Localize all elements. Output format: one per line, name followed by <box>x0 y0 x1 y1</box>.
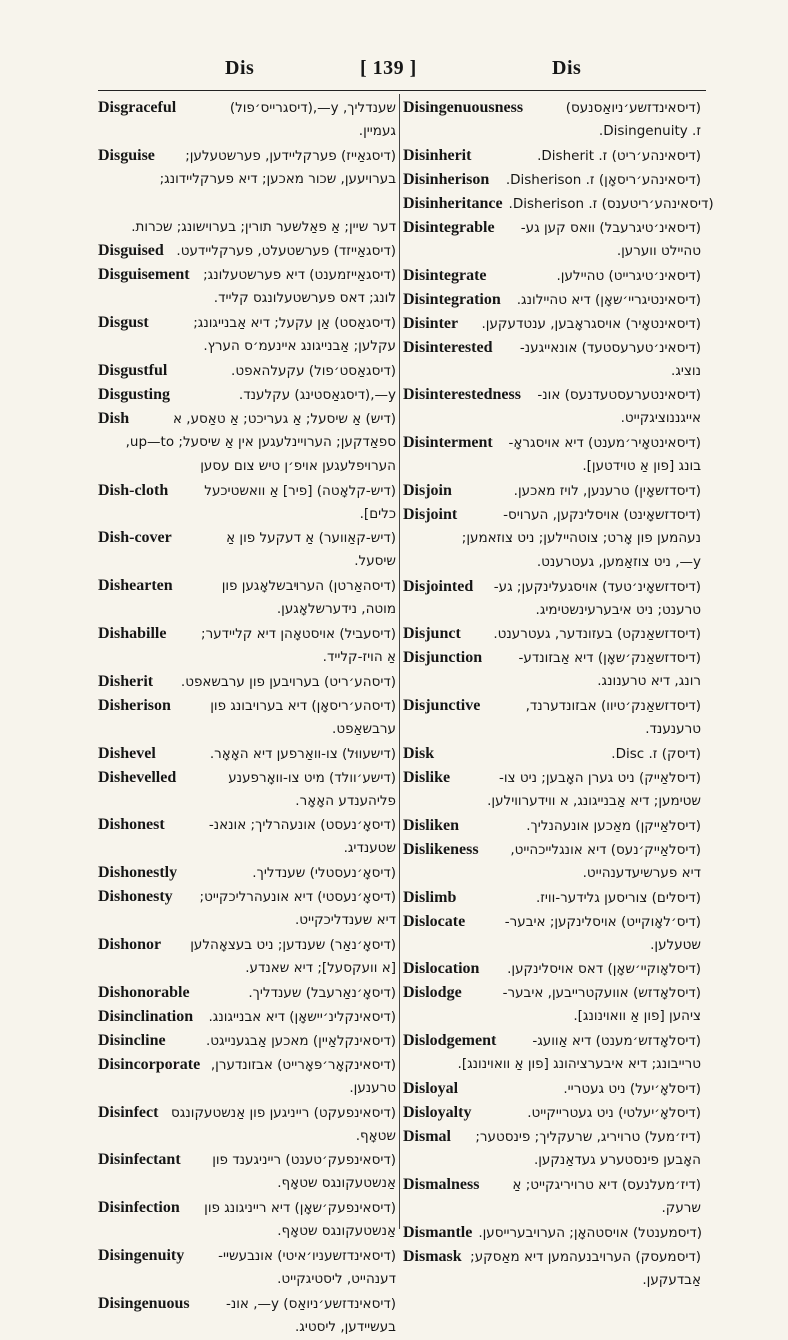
entry-first-line <box>403 96 701 120</box>
entry-first-line <box>98 742 396 766</box>
dictionary-entry <box>98 144 396 192</box>
dictionary-entry <box>403 886 701 910</box>
dictionary-entry <box>403 216 701 264</box>
definition: (דיסאָ׳נעסט) אונעהרליך; אונאנ- <box>208 817 396 834</box>
entry-first-line <box>98 263 396 287</box>
dictionary-entry <box>98 1196 396 1244</box>
entry-first-line <box>403 383 701 407</box>
definition-continuation: בעשיידען, ליסטיג. <box>294 1318 396 1335</box>
entry-first-line <box>403 312 701 336</box>
right-column <box>403 96 714 1292</box>
definition-continuation: דיא שענדליכקייט. <box>295 912 396 929</box>
entry-first-line <box>403 1245 701 1269</box>
definition-continuation: שרעק. <box>661 1199 701 1216</box>
dictionary-entry <box>403 431 701 479</box>
entry-first-line <box>98 383 396 407</box>
dictionary-entry <box>403 1173 701 1221</box>
definition: (דיסאינטיגריי׳שאָן) דיא טהיילונג. <box>516 291 701 308</box>
headword: Disinterment <box>403 434 493 452</box>
definition: (דיז׳מעל) טרויריג, שרעקליך; פינסטער; <box>475 1128 701 1145</box>
dictionary-entry <box>98 383 396 407</box>
headword: Disinherison <box>403 170 490 188</box>
headword: Disgraceful <box>98 99 177 116</box>
headword: Disinclination <box>98 1007 194 1025</box>
dictionary-entry <box>403 957 701 981</box>
definition-continuation: [א וועקסעל]; דיא שאנדע. <box>245 959 396 976</box>
definition: (דיסהע׳ריסאָן) דיא בערויבונג פון <box>210 697 396 714</box>
entry-first-line <box>98 1101 396 1125</box>
definition-continuation: געמיין. <box>358 123 396 139</box>
entry-first-line <box>403 957 701 981</box>
definition: (דיסדזשאַנקט) בעזונדער, געטרענט. <box>493 626 701 643</box>
entry-first-line <box>98 694 396 718</box>
headword: Disloyal <box>403 1079 459 1097</box>
definition: (דיסאינקלאַיין) מאכען אַבגענייגט. <box>205 1032 396 1049</box>
entry-first-line <box>98 981 396 1005</box>
definition-continuation: פליהענדע האָאָר. <box>295 792 396 809</box>
dictionary-entry <box>98 694 396 742</box>
definition: (דיס׳לאָוקייט) אויסלינקען; איבער- <box>504 913 701 930</box>
headword: Disincorporate <box>98 1055 201 1073</box>
headword: Dishonesty <box>98 888 173 906</box>
headword: Disjoint <box>403 505 458 523</box>
definition-continuation: שטעלען. <box>650 936 701 953</box>
entry-first-line <box>98 526 396 550</box>
headword: Disguised <box>98 242 164 260</box>
definition-continuation: אייגננוציגקייט. <box>620 410 701 427</box>
definition: (דיסאינהע׳ריטענס) ז. Disherison. <box>508 195 714 212</box>
definition-continuation: אַנשטעקונגס שטאָף. <box>277 1175 396 1192</box>
entry-first-line <box>98 479 396 503</box>
definition: (דישע׳וולד) מיט צו-וואָרפענע <box>228 769 396 786</box>
headword: Dishearten <box>98 577 173 595</box>
left-guide-word: Dis <box>225 57 255 79</box>
entry-first-line <box>98 144 396 168</box>
definition: (דיסעביל) אויסטאָהן דיא קליידער; <box>201 625 396 642</box>
definition: (דיסלאַייקן) מאַכען אונעהנליך. <box>526 817 701 834</box>
definition: (דיסלאַייק) ניט גערן האָבען; ניט צו- <box>498 769 701 786</box>
dictionary-entry <box>98 813 396 861</box>
dictionary-entry <box>403 1245 701 1293</box>
entry-first-line <box>403 622 701 646</box>
definition: (דיסאינהע׳ריסאָן) ז. Disherison. <box>505 171 701 188</box>
dictionary-entry <box>403 192 714 216</box>
headword: Disjointed <box>403 577 474 595</box>
dictionary-entry <box>403 312 701 336</box>
definition-continuation: האָבען פינסטערע געדאַנקען. <box>533 1151 701 1168</box>
definition: (דיסאָ׳נעסטלי) שענדליך. <box>252 865 396 882</box>
definition-continuation: דער שיין; אַ פאַלשער תורין; בערוישונג; שכרות. <box>131 218 396 235</box>
dictionary-entry <box>403 288 701 312</box>
definition-continuation: דיא פערשיעדענהייט. <box>582 864 701 881</box>
definition: (דיסאינדזשע׳ניואַסנעס) <box>565 100 701 116</box>
headword: Disguise <box>98 146 155 164</box>
definition-continuation: כלים]. <box>359 505 396 522</box>
definition: (דיסדזשאָין) טרענען, לויז מאכען. <box>513 482 701 499</box>
entry-first-line <box>98 239 396 263</box>
entry-first-line <box>98 1244 396 1268</box>
entry-first-line <box>98 885 396 909</box>
definition: (דיסאינדזשעניו׳איטי) אונבעשיי- <box>218 1247 396 1264</box>
headword: Disintegrable <box>403 218 495 236</box>
headword: Dishonestly <box>98 864 178 882</box>
page-number: [ 139 ] <box>360 57 417 79</box>
headword: Disinfectant <box>98 1151 181 1169</box>
headword: Dish <box>98 409 130 427</box>
column-divider <box>399 94 400 1229</box>
headword: Disjunct <box>403 625 461 643</box>
headword: Dislike <box>403 768 451 786</box>
definition: (דיסאָ׳נאַר) שענדען; ניט בעצאָהלען <box>190 936 396 953</box>
definition: (דיסאינטאָיר) אויסגראָבען, ענטדעקען. <box>481 315 701 332</box>
dictionary-entry <box>403 1077 701 1101</box>
definition: (דיסגאַסט) אַן עקעל; דיא אַבנייגונג; <box>193 315 396 332</box>
definition-continuation: טרענען. <box>349 1079 396 1096</box>
dictionary-entry <box>98 1292 396 1340</box>
dictionary-entry <box>98 311 396 359</box>
headword: Dismalness <box>403 1175 480 1193</box>
page-header <box>0 0 788 92</box>
definition: (דיסאָ׳נעסטי) דיא אונעהרליכקייט; <box>199 889 396 906</box>
definition: שענדליך, y—,(דיסגרייס׳פול) <box>229 100 396 116</box>
dictionary-entry <box>98 1244 396 1292</box>
entry-first-line <box>403 1077 701 1101</box>
definition: (דיסאינטאָיר׳מענט) דיא אויסגראָ- <box>508 435 701 452</box>
headword: Dislocation <box>403 960 480 978</box>
definition-continuation: y—, ניט צוזאַמען, געטרענט. <box>536 553 701 570</box>
entry-first-line <box>98 813 396 837</box>
definition-continuation: ז. Disingenuity. <box>598 123 701 139</box>
definition: (דיסאינ׳טערעסטעד) אונאייגענ- <box>519 339 701 356</box>
definition-continuation: דענהייט, ליסטיגקייט. <box>277 1270 396 1287</box>
headword: Disgust <box>98 314 149 332</box>
definition: (דיסמעסק) הערויבנעהמען דיא מאַסקע; <box>470 1248 701 1265</box>
definition: (דיסאינטערעסטעדנעס) אונ- <box>537 387 701 404</box>
definition-continuation: טרייבונג; דיא איבערציהונג [פון אַ וואוינונג]. <box>457 1056 701 1073</box>
headword: Disliken <box>403 816 460 834</box>
entry-first-line <box>403 766 701 790</box>
dictionary-entry <box>403 96 701 144</box>
dictionary-entry <box>403 144 701 168</box>
headword: Disinterested <box>403 338 493 356</box>
entry-first-line <box>403 838 701 862</box>
definition-continuation: ציהען [פון אַ וואוינונג]. <box>573 1008 701 1025</box>
definition-continuation: לונג; דאס פערשטעלונגס קלייד. <box>213 290 396 307</box>
headword: Disguisement <box>98 266 190 284</box>
definition: (דיסק) ז. Disc. <box>611 745 701 762</box>
headword: Dishonorable <box>98 983 190 1001</box>
entry-first-line <box>403 886 701 910</box>
definition-continuation: בערויעען, שכור מאכען; דיא פערקליידונג; <box>159 170 396 187</box>
headword: Disherit <box>98 672 154 690</box>
headword: Dismantle <box>403 1223 473 1241</box>
dictionary-entry <box>403 766 701 814</box>
headword: Dish-cloth <box>98 481 169 499</box>
entry-first-line <box>403 144 701 168</box>
dictionary-entry <box>98 359 396 383</box>
definition: (דיסאינקאָר׳פּאָרייט) אבזונדערן, <box>210 1056 396 1073</box>
entry-first-line <box>403 694 701 718</box>
dictionary-entry <box>98 479 396 527</box>
definition: (דיסאינהע׳ריט) ז. Disherit. <box>537 147 701 164</box>
right-guide-word: Dis <box>552 57 582 79</box>
entry-first-line <box>98 1292 396 1316</box>
definition: (דיסלאָ׳יעלטי) ניט געטרייקייט. <box>527 1104 701 1121</box>
entry-first-line <box>98 1005 396 1029</box>
definition: (דיסלאָ׳יעל) ניט געטריי. <box>563 1080 701 1097</box>
entry-first-line <box>98 1053 396 1077</box>
dictionary-entry <box>98 192 396 240</box>
definition: (דיסאינ׳טיגרייט) טהיילען. <box>556 267 701 284</box>
definition: (דיסאינפעק׳שאָן) דיא רייניגונג פון <box>204 1200 396 1217</box>
dictionary-entry <box>403 383 701 431</box>
dictionary-entry <box>98 1053 396 1101</box>
entry-first-line <box>403 216 701 240</box>
definition: (דיסאינדזשע׳ניואַס) y—, אונ- <box>225 1295 396 1312</box>
dictionary-entry <box>98 742 396 766</box>
headword: Disjunction <box>403 649 483 667</box>
headword: Disherison <box>98 696 171 714</box>
headword: Dishevel <box>98 744 156 762</box>
headword: Disingenuousness <box>403 99 524 116</box>
entry-first-line <box>98 1029 396 1053</box>
entry-first-line <box>98 192 396 216</box>
definition: (דיסאָ׳נאַרעבל) שענדליך. <box>248 984 396 1001</box>
dictionary-entry <box>98 670 396 694</box>
definition: (דיז׳מעלנעס) דיא טרויריגקייט; אַ <box>512 1176 701 1193</box>
definition-continuation: אַבדעקען. <box>642 1271 701 1288</box>
headword: Disinter <box>403 314 459 332</box>
entry-first-line <box>98 96 396 120</box>
definition: (דיש-קלאָטה) [פיר] אַ וואשטיכעל <box>204 482 396 499</box>
definition: (דיסאינקלינ׳יישאָן) דיא אבנייגונג. <box>208 1008 396 1025</box>
headword: Dislodgement <box>403 1032 497 1050</box>
entry-first-line <box>98 359 396 383</box>
entry-first-line <box>98 407 396 431</box>
entry-first-line <box>403 1029 701 1053</box>
definition: (דיסלאָדזש) אוועקטרייבען, איבער- <box>502 985 701 1002</box>
entry-first-line <box>403 192 714 216</box>
definition-continuation: נוציג. <box>671 362 701 379</box>
headword: Disk <box>403 744 435 762</box>
headword: Dislikeness <box>403 840 479 858</box>
headword: Disincline <box>98 1031 166 1049</box>
dictionary-entry <box>98 96 396 144</box>
entry-first-line <box>403 288 701 312</box>
entry-first-line <box>403 981 701 1005</box>
entry-first-line <box>98 766 396 790</box>
definition: (דישעווּל) צו-וואַרפען דיא האָאָר. <box>209 745 396 762</box>
dictionary-entry <box>98 622 396 670</box>
definition: (דיסגאַייז) פערקליידען, פערשטעלען; <box>185 147 396 164</box>
header-rule <box>98 90 706 91</box>
headword: Dishevelled <box>98 768 177 786</box>
entry-first-line <box>403 336 701 360</box>
dictionary-entry <box>98 239 396 263</box>
dictionary-entry <box>98 1029 396 1053</box>
dictionary-entry <box>98 263 396 311</box>
dictionary-entry <box>98 407 396 479</box>
entry-first-line <box>403 1173 701 1197</box>
definition: (דיסדזשאַנק׳טיוו) אבזונדערנד, <box>525 698 701 715</box>
entry-first-line <box>403 479 701 503</box>
headword: Disloyalty <box>403 1103 472 1121</box>
entry-first-line <box>403 503 701 527</box>
definition: (דיסלאָוקיי׳שאָן) דאס אויסלינקען. <box>507 961 701 978</box>
entry-first-line <box>98 1196 396 1220</box>
definition: (דיסאינפעקט) רייניגען פון אַנשטעקונגס <box>171 1104 396 1121</box>
definition-continuation: עקלען; אַבנייגונג איינעמ׳ס הערץ. <box>203 338 396 355</box>
headword: Dismask <box>403 1247 462 1265</box>
definition: (דיסגאַייזד) פערשטעלט, פערקליידעט. <box>176 243 396 260</box>
headword: Disintegration <box>403 290 501 308</box>
definition-continuation: ספאַדקען; הערויינלעגען אין אַ שיסעל; up—to, <box>125 433 396 450</box>
dictionary-entry <box>98 885 396 933</box>
definition-continuation: אַ הויז-קלייד. <box>322 648 396 665</box>
headword: Dish-cover <box>98 529 172 547</box>
entry-first-line <box>403 1125 701 1149</box>
entry-first-line <box>403 575 701 599</box>
headword: Disinheritance <box>403 194 503 212</box>
entry-first-line <box>403 264 701 288</box>
definition: (דיסדזשאַנק׳שאָן) דיא אַבזונדע- <box>518 650 701 667</box>
dictionary-entry <box>403 981 701 1029</box>
dictionary-entry <box>403 742 701 766</box>
headword: Dishonor <box>98 935 162 953</box>
headword: Dismal <box>403 1127 451 1145</box>
headword: Disinterestedness <box>403 386 521 404</box>
definition-continuation: שטענדיג. <box>343 840 396 857</box>
entry-first-line <box>403 168 701 192</box>
dictionary-entry <box>403 168 701 192</box>
dictionary-entry <box>98 1148 396 1196</box>
definition: (דיסמענטל) אויסטהאָן; הערויבערייסען. <box>478 1224 703 1241</box>
dictionary-entry <box>403 575 701 623</box>
definition-continuation: שיסעל. <box>354 553 396 570</box>
definition: (דיסגאַייזמענט) דיא פערשטעלונג; <box>203 267 396 284</box>
definition-continuation: אַנשטעקונגס שטאָף. <box>277 1223 396 1240</box>
dictionary-entry <box>403 694 701 742</box>
entry-first-line <box>403 646 701 670</box>
entry-first-line <box>98 311 396 335</box>
entry-first-line <box>403 1221 701 1245</box>
dictionary-entry <box>98 526 396 574</box>
definition-continuation: טרענט; ניט איבערעינשטימיג. <box>535 601 701 618</box>
definition: (דיסגאַסט׳פול) עקעלהאפט. <box>231 362 396 379</box>
entry-first-line <box>403 742 701 766</box>
definition-continuation: בונג [פון אַ טוידטען]. <box>582 458 701 475</box>
dictionary-entry <box>98 1005 396 1029</box>
definition: (דיסדזשאָינט) אויסלינקען, הערויס- <box>503 506 701 523</box>
definition-continuation: שטימען; דיא אַבנייגונג, א ווידערווילען. <box>487 792 701 809</box>
dictionary-entry <box>403 838 701 886</box>
dictionary-entry <box>98 933 396 981</box>
headword: Disinfection <box>98 1199 180 1217</box>
definition: (דיש) אַ שיסעל; אַ געריכט; אַ טאַסע, א <box>172 410 396 427</box>
definition-continuation: ערבשאַפט. <box>332 720 396 737</box>
entry-first-line <box>403 431 701 455</box>
dictionary-entry <box>403 503 701 575</box>
entry-first-line <box>403 814 701 838</box>
definition-continuation: טהיילט ווערען. <box>616 242 701 259</box>
definition-continuation: שטאָף. <box>355 1127 396 1144</box>
headword: Dislocate <box>403 912 466 930</box>
headword: Disingenuous <box>98 1294 190 1312</box>
definition: (דיסדזשאָינ׳טעד) אויסגעלינקען; גע- <box>493 578 701 595</box>
dictionary-entry <box>98 861 396 885</box>
headword: Disjunctive <box>403 697 481 715</box>
entry-first-line <box>98 861 396 885</box>
entry-first-line <box>403 910 701 934</box>
headword: Disinherit <box>403 146 472 164</box>
headword: Disingenuity <box>98 1246 185 1264</box>
entry-first-line <box>98 670 396 694</box>
headword: Disgusting <box>98 385 171 403</box>
entry-first-line <box>98 1148 396 1172</box>
headword: Disintegrate <box>403 266 487 284</box>
definition: (דיסלים) צוריסען גלידער-וויז. <box>535 889 701 906</box>
dictionary-entry <box>403 1125 701 1173</box>
dictionary-entry <box>403 622 701 646</box>
headword: Dishonest <box>98 816 165 834</box>
headword: Dishabille <box>98 624 167 642</box>
headword: Disgustful <box>98 361 168 379</box>
definition: (דיש-קאַווער) אַ דעקעל פון אַ <box>226 530 396 547</box>
dictionary-entry <box>403 910 701 958</box>
left-column <box>98 96 396 1340</box>
dictionary-entry <box>403 1029 701 1077</box>
headword: Dislodge <box>403 984 462 1002</box>
definition-continuation: טרענענד. <box>645 721 701 738</box>
dictionary-entry <box>403 264 701 288</box>
definition-continuation: נעהמען פון אָרט; צוטהיילען; ניט צוזאמען; <box>461 529 701 546</box>
entry-first-line <box>98 622 396 646</box>
definition: (דיסאינפעק׳טענט) רייניגענד פון <box>212 1152 396 1169</box>
dictionary-entry <box>98 981 396 1005</box>
dictionary-entry <box>403 336 701 384</box>
definition: y—,(דיסגאַסטינג) עקלענד. <box>238 386 396 403</box>
definition: (דיסהע׳ריט) בערויבען פון ערבשאפט. <box>180 673 396 690</box>
headword: Disjoin <box>403 481 452 499</box>
headword: Disinfect <box>98 1103 159 1121</box>
entry-first-line <box>403 1101 701 1125</box>
dictionary-entry <box>403 646 701 694</box>
entry-first-line <box>98 574 396 598</box>
dictionary-entry <box>403 1101 701 1125</box>
definition: (דיסהאַרטן) הערױבשלאָגען פון <box>221 578 396 595</box>
entry-first-line <box>98 933 396 957</box>
definition-continuation: הערויפלעגען אויפ׳ן טיש צום עסען <box>200 457 396 474</box>
definition: (דיסאינ׳טיגרעבל) וואס קען גע- <box>520 219 701 236</box>
dictionary-entry <box>403 479 701 503</box>
definition: (דיסלאָדזש׳מענט) דיא אַוועג- <box>532 1033 701 1050</box>
dictionary-entry <box>403 1221 701 1245</box>
dictionary-entry <box>98 1101 396 1149</box>
dictionary-entry <box>98 574 396 622</box>
dictionary-entry <box>98 766 396 814</box>
definition-continuation: רונג, דיא טרענונג. <box>597 673 701 690</box>
headword: Dislimb <box>403 888 457 906</box>
definition-continuation: מוטה, נידערשלאָגען. <box>276 601 396 618</box>
definition: (דיסלאַייק׳נעס) דיא אונגלייכהייט, <box>510 841 701 858</box>
dictionary-entry <box>403 814 701 838</box>
